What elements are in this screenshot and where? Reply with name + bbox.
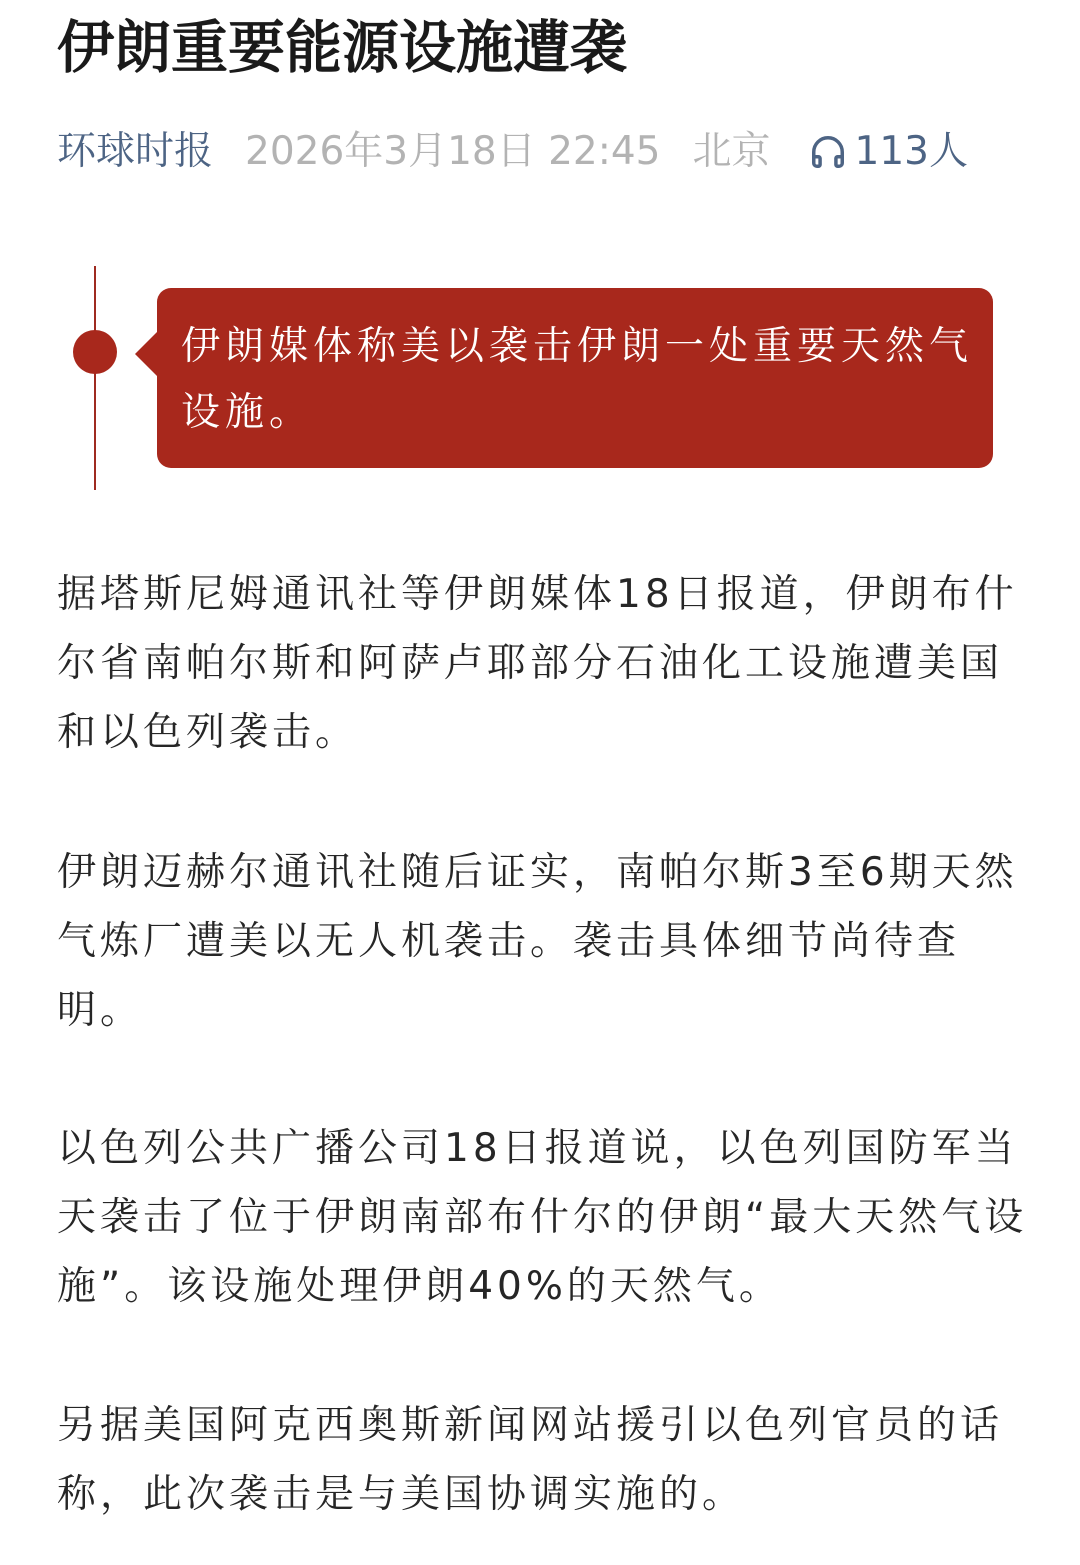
listener-count: 113人 xyxy=(854,129,968,174)
publish-location: 北京 xyxy=(692,129,771,174)
summary-text: 伊朗媒体称美以袭击伊朗一处重要天然气设施。 xyxy=(181,324,974,435)
article-paragraph: 以色列公共广播公司18日报道说，以色列国防军当天袭击了位于伊朗南部布什尔的伊朗“最大天然气设施”。该设施处理伊朗40%的天然气。 xyxy=(57,1126,1028,1309)
article-meta xyxy=(57,124,968,180)
listen-button[interactable] xyxy=(809,124,968,180)
article-paragraph: 伊朗迈赫尔通讯社随后证实，南帕尔斯3至6期天然气炼厂遭美以无人机袭击。袭击具体细节尚待查明。 xyxy=(57,850,1018,1033)
summary-callout xyxy=(157,288,993,468)
article-paragraph: 据塔斯尼姆通讯社等伊朗媒体18日报道，伊朗布什尔省南帕尔斯和阿萨卢耶部分石油化工设施遭美国和以色列袭击。 xyxy=(57,572,1018,755)
article-title: 伊朗重要能源设施遭袭 xyxy=(57,15,627,81)
source-link[interactable]: 环球时报 xyxy=(57,129,214,174)
headphones-icon xyxy=(809,133,847,171)
publish-datetime: 2026年3月18日 22:45 xyxy=(245,129,661,174)
article-paragraph: 另据美国阿克西奥斯新闻网站援引以色列官员的话称，此次袭击是与美国协调实施的。 xyxy=(57,1403,1004,1517)
summary-timeline-line xyxy=(94,266,96,490)
summary-timeline-dot xyxy=(73,330,117,374)
